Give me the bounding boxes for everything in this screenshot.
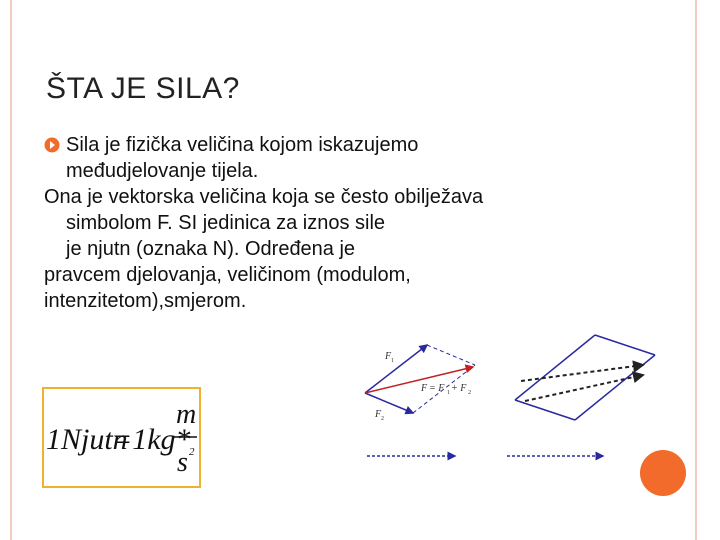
paragraph-line-2: simbolom F. SI jedinica za iznos sile <box>66 212 386 234</box>
formula-numerator: m <box>176 399 197 430</box>
paragraph-line-4: pravcem djelovanja, veličinom (modulom, <box>44 264 411 286</box>
decorative-orange-circle <box>640 450 686 496</box>
orange-circle-arrow-icon <box>44 137 60 153</box>
formula-image <box>42 387 201 488</box>
label-sum-f: F <box>421 383 428 394</box>
paragraph-line-1: Ona je vektorska veličina koja se često obilježava <box>44 186 484 208</box>
paragraph-line-5: intenzitetom),smjerom. <box>44 290 247 312</box>
label-sum-rhs: = F <box>429 383 445 394</box>
bullet-line-2: međudjelovanje tijela. <box>66 160 259 182</box>
bullet-line-1: Sila je fizička veličina kojom iskazujemo <box>66 134 419 156</box>
paragraph-line-3: je njutn (oznaka N). Određena je <box>66 238 356 260</box>
label-sum-sub1: 1 <box>447 390 450 396</box>
formula-exponent: 2 <box>189 446 195 458</box>
label-f1-sub: 1 <box>391 358 394 364</box>
label-sum-sub2: 2 <box>468 390 471 396</box>
label-f2: F <box>375 409 382 420</box>
label-f2-sub: 2 <box>381 416 384 422</box>
slide-title: ŠTA JE SILA? <box>46 72 240 105</box>
left-parallelogram <box>365 345 475 422</box>
body-text <box>44 132 604 314</box>
formula-graphic <box>44 389 199 486</box>
right-border-line <box>695 0 697 540</box>
left-border-line <box>10 0 12 540</box>
bullet-item <box>44 132 604 184</box>
label-f1: F <box>385 351 392 362</box>
formula-lhs: 1Njutn <box>46 423 128 456</box>
formula-rhs-prefix: =1kg* <box>112 423 191 456</box>
vector-addition-diagram <box>355 325 675 475</box>
label-sum-plus: + F <box>451 383 467 394</box>
formula-denominator: s <box>177 447 188 478</box>
right-parallelogram <box>515 335 655 420</box>
